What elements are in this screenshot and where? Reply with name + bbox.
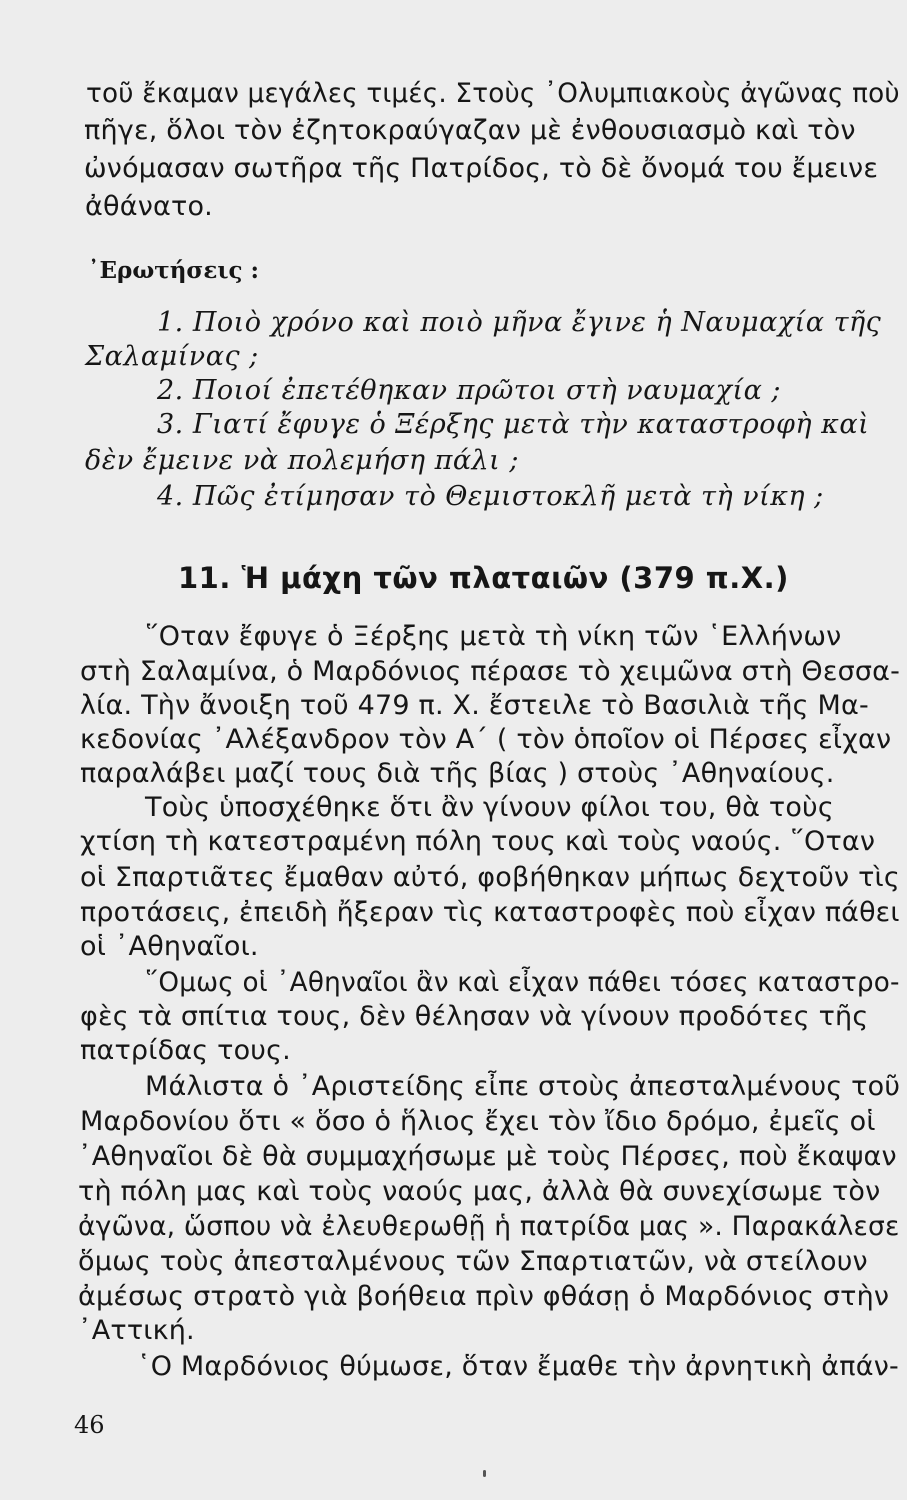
text-line: πατρίδας τους. xyxy=(80,1035,291,1066)
text-line: φὲς τὰ σπίτια τους, δὲν θέλησαν νὰ γίνουν προδότες τῆς xyxy=(80,1001,869,1032)
question-line: 1. Ποιὸ χρόνο καὶ ποιὸ μῆνα ἔγινε ἡ Ναυμαχία τῆς xyxy=(157,307,882,338)
text-line: παραλάβει μαζί τους διὰ τῆς βίας ) στοὺς ᾿Αθηναίους. xyxy=(80,758,835,789)
question-line: 4. Πῶς ἐτίμησαν τὸ Θεμιστοκλῆ μετὰ τὴ νίκη ; xyxy=(157,481,824,512)
text-line: κεδονίας ᾿Αλέξανδρον τὸν Α΄ ( τὸν ὁποῖον οἱ Πέρσες εἶχαν xyxy=(80,724,892,755)
text-line: ἀθάνατο. xyxy=(85,191,213,222)
question-line: δὲν ἔμεινε νὰ πολεμήση πάλι ; xyxy=(85,445,519,476)
question-line: Σαλαμίνας ; xyxy=(85,341,259,372)
text-line: προτάσεις, ἐπειδὴ ἤξεραν τὶς καταστροφὲς ποὺ εἶχαν πάθει xyxy=(80,897,900,928)
text-line: ἀμέσως στρατὸ γιὰ βοήθεια πρὶν φθάσῃ ὁ Μαρδόνιος στὴν xyxy=(78,1281,890,1312)
section-title: 11. Ἡ μάχη τῶν πλαταιῶν (379 π.Χ.) xyxy=(178,561,789,595)
text-line: λία. Τὴν ἄνοιξη τοῦ 479 π. Χ. ἔστειλε τὸ Βασιλιὰ τῆς Μα- xyxy=(80,690,869,721)
text-line: ἀγῶνα, ὥσπου νὰ ἐλευθερωθῇ ἡ πατρίδα μας ». Παρακάλεσε xyxy=(78,1211,900,1242)
text-line: τοῦ ἔκαμαν μεγάλες τιμές. Στοὺς ᾿Ολυμπιακοὺς ἀγῶνας ποὺ xyxy=(86,78,900,109)
text-line: Μαρδονίου ὅτι « ὅσο ὁ ἥλιος ἔχει τὸν ἴδιο δρόμο, ἐμεῖς οἱ xyxy=(80,1106,876,1137)
page-number: 46 xyxy=(74,1411,105,1439)
text-line: στὴ Σαλαμίνα, ὁ Μαρδόνιος πέρασε τὸ χειμῶνα στὴ Θεσσα- xyxy=(80,656,901,687)
text-line: χτίση τὴ κατεστραμένη πόλη τους καὶ τοὺς ναούς. ῞Οταν xyxy=(80,826,876,857)
text-line: πῆγε, ὅλοι τὸν ἐζητοκραύγαζαν μὲ ἐνθουσιασμὸ καὶ τὸν xyxy=(84,115,856,146)
text-line: ᾿Αθηναῖοι δὲ θὰ συμμαχήσωμε μὲ τοὺς Πέρσες, ποὺ ἔκαψαν xyxy=(78,1141,897,1172)
text-line: ῾Ο Μαρδόνιος θύμωσε, ὅταν ἔμαθε τὴν ἀρνητικὴ ἀπάν- xyxy=(137,1351,899,1382)
text-line: ῞Ομως οἱ ᾿Αθηναῖοι ἂν καὶ εἶχαν πάθει τόσες καταστρο- xyxy=(145,967,900,998)
text-line: Τοὺς ὑποσχέθηκε ὅτι ἂν γίνουν φίλοι του, θὰ τοὺς xyxy=(145,792,834,823)
text-line: τὴ πόλη μας καὶ τοὺς ναούς μας, ἀλλὰ θὰ συνεχίσωμε τὸν xyxy=(78,1176,881,1207)
text-line: ὅμως τοὺς ἀπεσταλμένους τῶν Σπαρτιατῶν, νὰ στείλουν xyxy=(78,1246,868,1277)
text-line: ὠνόμασαν σωτῆρα τῆς Πατρίδος, τὸ δὲ ὄνομά του ἔμεινε xyxy=(84,153,879,184)
ink-speck xyxy=(483,1470,486,1477)
questions-heading: ᾿Ερωτήσεις : xyxy=(88,257,259,284)
text-line: οἱ ᾿Αθηναῖοι. xyxy=(80,931,259,962)
text-line: οἱ Σπαρτιᾶτες ἔμαθαν αὐτό, φοβήθηκαν μήπως δεχτοῦν τὶς xyxy=(80,862,900,893)
question-line: 2. Ποιοί ἐπετέθηκαν πρῶτοι στὴ ναυμαχία ; xyxy=(157,375,781,406)
text-line: ᾿Αττική. xyxy=(78,1315,195,1346)
text-line: Μάλιστα ὁ ᾿Αριστείδης εἶπε στοὺς ἀπεσταλμένους τοῦ xyxy=(145,1071,901,1102)
question-line: 3. Γιατί ἔφυγε ὁ Ξέρξης μετὰ τὴν καταστροφὴ καὶ xyxy=(157,409,870,440)
text-line: ῞Οταν ἔφυγε ὁ Ξέρξης μετὰ τὴ νίκη τῶν ῾Ελλήνων xyxy=(145,621,842,652)
